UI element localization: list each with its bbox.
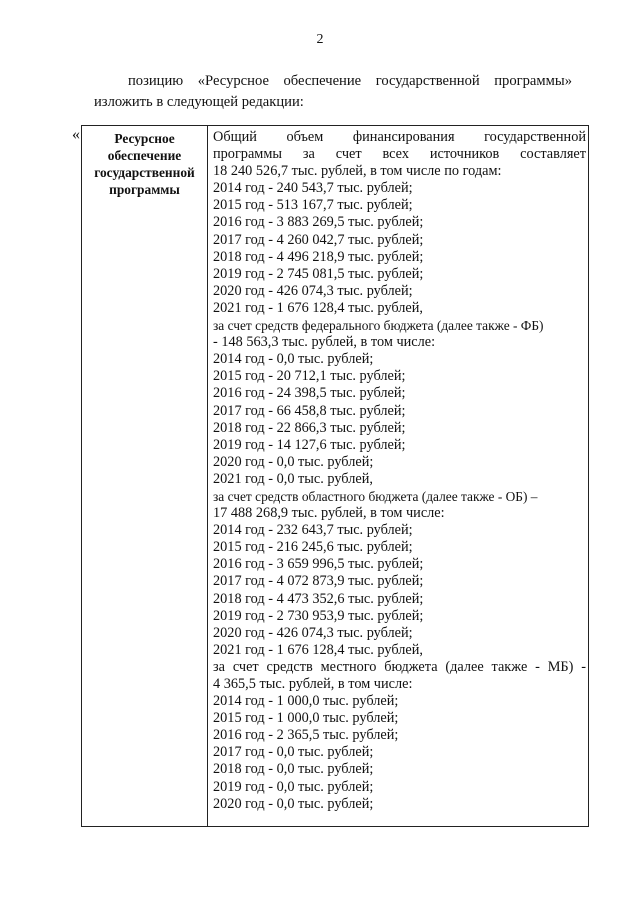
content-line: 2017 год - 4 260 042,7 тыс. рублей; — [213, 231, 424, 248]
intro-line-1: позицию «Ресурсное обеспечение государственной программы» — [128, 73, 572, 89]
content-line: 2020 год - 0,0 тыс. рублей; — [213, 795, 374, 812]
content-line: 2016 год - 3 883 269,5 тыс. рублей; — [213, 214, 424, 231]
label-line: программы — [109, 182, 180, 197]
content-line: 2018 год - 22 866,3 тыс. рублей; — [213, 419, 406, 436]
content-line: за счет средств местного бюджета (далее также - МБ) - — [213, 658, 586, 675]
label-line: Ресурсное — [114, 131, 175, 146]
opening-quote-mark: « — [72, 126, 80, 143]
content-line: 2020 год - 426 074,3 тыс. рублей; — [213, 282, 413, 299]
content-line: 2019 год - 2 745 081,5 тыс. рублей; — [213, 265, 424, 282]
intro-line-2: изложить в следующей редакции: — [94, 94, 304, 110]
content-line: за счет средств областного бюджета (далее также - ОБ) – — [213, 488, 538, 504]
content-line: 2020 год - 426 074,3 тыс. рублей; — [213, 624, 413, 641]
content-line: 4 365,5 тыс. рублей, в том числе: — [213, 676, 413, 692]
content-line: - 148 563,3 тыс. рублей, в том числе: — [213, 334, 436, 351]
content-line: 2018 год - 4 473 352,6 тыс. рублей; — [213, 590, 424, 607]
content-line: 2015 год - 513 167,7 тыс. рублей; — [213, 197, 413, 214]
content-line: 2015 год - 216 245,6 тыс. рублей; — [213, 539, 413, 556]
content-line: 2017 год - 0,0 тыс. рублей; — [213, 744, 374, 761]
content-line: за счет средств федерального бюджета (далее также - ФБ) — [213, 318, 544, 334]
content-line: 2014 год - 1 000,0 тыс. рублей; — [213, 693, 399, 710]
content-line: 18 240 526,7 тыс. рублей, в том числе по годам: — [213, 163, 502, 180]
label-line: государственной — [94, 165, 195, 180]
content-line: 2015 год - 1 000,0 тыс. рублей; — [213, 710, 399, 727]
content-line: 2016 год - 2 365,5 тыс. рублей; — [213, 727, 399, 744]
content-line: 2017 год - 4 072 873,9 тыс. рублей; — [213, 573, 424, 590]
content-line: 2019 год - 0,0 тыс. рублей; — [213, 778, 374, 795]
content-line: 2021 год - 1 676 128,4 тыс. рублей, — [213, 641, 423, 658]
content-line: 2014 год - 240 543,7 тыс. рублей; — [213, 180, 413, 197]
content-line: 2015 год - 20 712,1 тыс. рублей; — [213, 368, 406, 385]
table-content-cell — [213, 129, 586, 813]
content-line: 2017 год - 66 458,8 тыс. рублей; — [213, 402, 406, 419]
content-line: 2014 год - 232 643,7 тыс. рублей; — [213, 522, 413, 539]
content-line: 2018 год - 0,0 тыс. рублей; — [213, 761, 374, 778]
label-line: обеспечение — [107, 148, 182, 163]
content-line: 17 488 268,9 тыс. рублей, в том числе: — [213, 505, 445, 522]
content-line: 2020 год - 0,0 тыс. рублей; — [213, 453, 374, 470]
content-line: 2018 год - 4 496 218,9 тыс. рублей; — [213, 248, 424, 265]
content-line: Общий объем финансирования государственной — [213, 129, 586, 145]
content-line: 2019 год - 14 127,6 тыс. рублей; — [213, 436, 406, 453]
content-line: программы за счет всех источников составляет — [213, 146, 586, 163]
content-line: 2021 год - 0,0 тыс. рублей, — [213, 470, 373, 487]
content-line: 2019 год - 2 730 953,9 тыс. рублей; — [213, 607, 424, 624]
table-label-cell — [82, 126, 208, 826]
content-line: 2014 год - 0,0 тыс. рублей; — [213, 351, 374, 368]
resource-table — [81, 125, 589, 827]
content-line: 2016 год - 3 659 996,5 тыс. рублей; — [213, 556, 424, 573]
content-line: 2016 год - 24 398,5 тыс. рублей; — [213, 385, 406, 402]
content-line: 2021 год - 1 676 128,4 тыс. рублей, — [213, 299, 423, 316]
page-number: 2 — [316, 32, 324, 47]
